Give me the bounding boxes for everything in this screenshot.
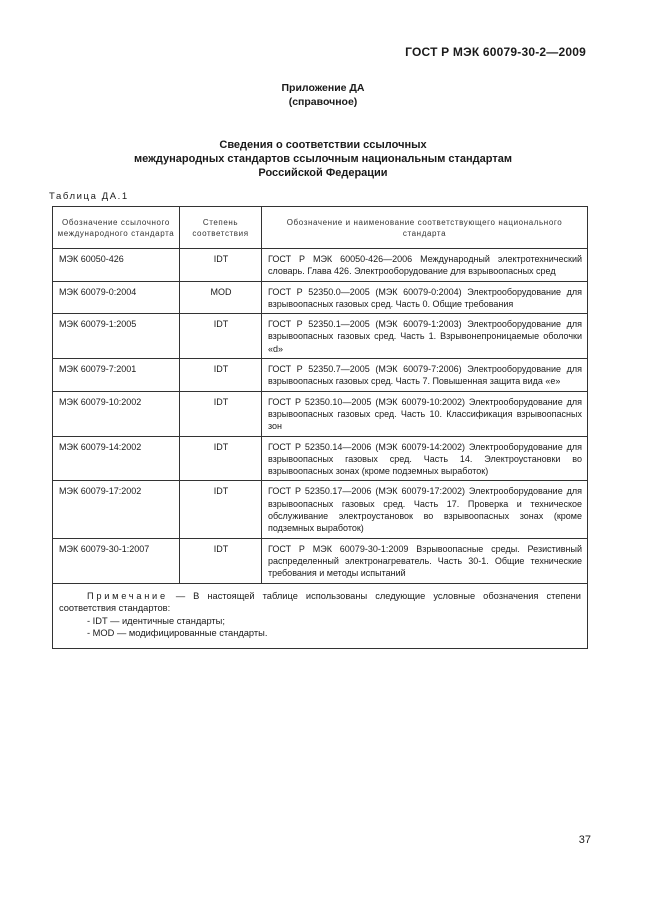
cell-reference: МЭК 60079-30-1:2007: [53, 538, 180, 583]
table-row: [53, 359, 588, 392]
note-item-mod: - MOD — модифицированные стандарты.: [87, 628, 268, 639]
cell-degree: IDT: [180, 436, 262, 481]
page-number: 37: [578, 834, 591, 846]
cell-national: ГОСТ Р 52350.7—2005 (МЭК 60079-7:2006) Электрооборудование для взрывоопасных газовых сред. Часть 7. Повышенная защита вида «е»: [262, 359, 588, 392]
cell-degree: IDT: [180, 249, 262, 282]
table-row: [53, 391, 588, 436]
title-line-2: международных стандартов ссылочным национальным стандартам: [134, 153, 512, 165]
cell-degree: MOD: [180, 281, 262, 314]
cell-reference: МЭК 60079-10:2002: [53, 391, 180, 436]
cell-degree: IDT: [180, 359, 262, 392]
cell-reference: МЭК 60050-426: [53, 249, 180, 282]
header-reference-standard: Обозначение ссылочного международного стандарта: [53, 207, 180, 249]
note-item-idt: - IDT — идентичные стандарты;: [87, 615, 225, 626]
header-degree: Степень соответствия: [180, 207, 262, 249]
header-national-standard: Обозначение и наименование соответствующего национального стандарта: [262, 207, 588, 249]
cell-reference: МЭК 60079-7:2001: [53, 359, 180, 392]
note-heading: Примечание: [87, 590, 168, 601]
cell-degree: IDT: [180, 391, 262, 436]
table-row: [53, 249, 588, 282]
title-line-1: Сведения о соответствии ссылочных: [219, 139, 427, 151]
cell-degree: IDT: [180, 481, 262, 538]
table-label: Таблица ДА.1: [49, 191, 129, 202]
note-text: — В настоящей таблице использованы следующие условные обозначения степени соответствия стандартов:: [59, 590, 581, 614]
cell-reference: МЭК 60079-0:2004: [53, 281, 180, 314]
cell-degree: IDT: [180, 538, 262, 583]
table-note-row: [53, 583, 588, 648]
annex-title: Приложение ДА: [281, 82, 365, 94]
cell-degree: IDT: [180, 314, 262, 359]
table-row: [53, 538, 588, 583]
cell-national: ГОСТ Р МЭК 60050-426—2006 Международный электротехнический словарь. Глава 426. Электрооборудование для взрывоопасных сред: [262, 249, 588, 282]
cell-national: ГОСТ Р 52350.1—2005 (МЭК 60079-1:2003) Электрооборудование для взрывоопасных газовых сред. Часть 1. Взрывонепроницаемые оболочки «d»: [262, 314, 588, 359]
cell-national: ГОСТ Р 52350.17—2006 (МЭК 60079-17:2002) Электрооборудование для взрывоопасных газовых сред. Часть 17. Проверка и техническое обслуживание электроустановок во взрывоопасных зонах (кроме подземных выработок): [262, 481, 588, 538]
cell-reference: МЭК 60079-1:2005: [53, 314, 180, 359]
cell-reference: МЭК 60079-17:2002: [53, 481, 180, 538]
section-title: [40, 138, 606, 180]
table-row: [53, 436, 588, 481]
table-header-row: [53, 207, 588, 249]
cell-national: ГОСТ Р 52350.0—2005 (МЭК 60079-0:2004) Электрооборудование для взрывоопасных газовых сред. Часть 0. Общие требования: [262, 281, 588, 314]
table-row: [53, 281, 588, 314]
note-paragraph: [59, 590, 581, 615]
table-row: [53, 481, 588, 538]
title-line-3: Российской Федерации: [258, 167, 388, 179]
table-row: [53, 314, 588, 359]
cell-national: ГОСТ Р МЭК 60079-30-1:2009 Взрывоопасные среды. Резистивный распределенный электронагреватель. Часть 30-1. Общие технические требования и методы испытаний: [262, 538, 588, 583]
document-code: ГОСТ Р МЭК 60079-30-2—2009: [405, 45, 586, 59]
cell-reference: МЭК 60079-14:2002: [53, 436, 180, 481]
correspondence-table: [52, 206, 588, 649]
cell-national: ГОСТ Р 52350.14—2006 (МЭК 60079-14:2002) Электрооборудование для взрывоопасных газовых сред. Часть 14. Электроустановки во взрывоопасных зонах (кроме подземных выработок): [262, 436, 588, 481]
annex-subtitle: (справочное): [288, 96, 358, 108]
table-note: [53, 583, 588, 648]
annex-heading: [0, 81, 646, 109]
cell-national: ГОСТ Р 52350.10—2005 (МЭК 60079-10:2002) Электрооборудование для взрывоопасных газовых сред. Часть 10. Классификация взрывоопасных зон: [262, 391, 588, 436]
